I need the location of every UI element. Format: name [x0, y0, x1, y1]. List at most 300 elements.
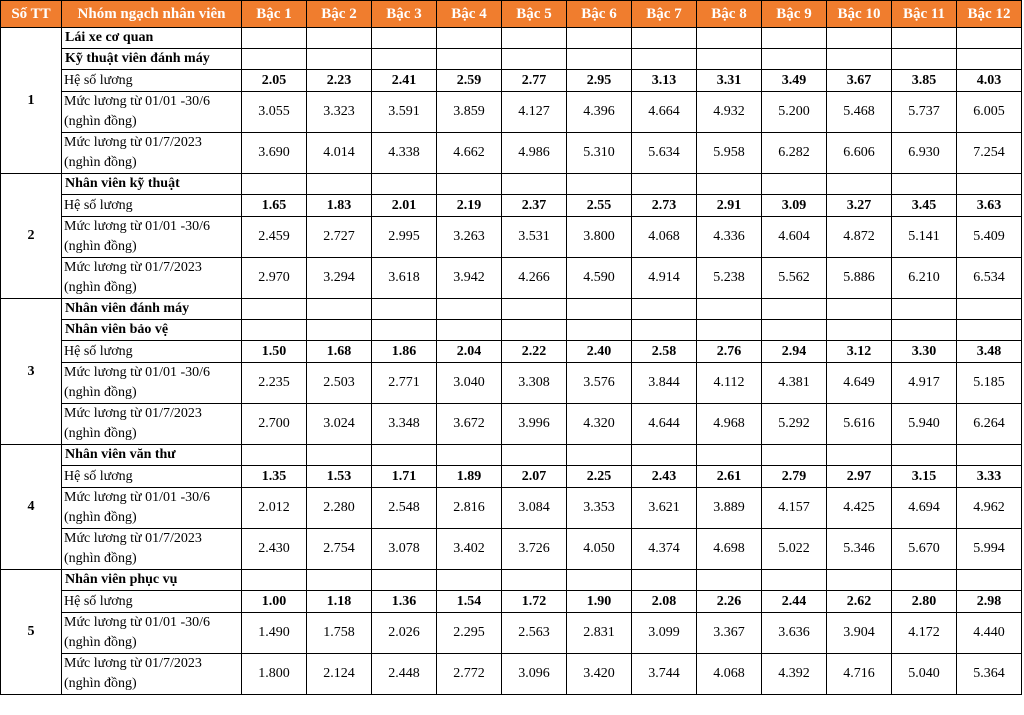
empty-cell: [242, 49, 307, 70]
salary-before-label: Mức lương từ 01/01 -30/6 (nghìn đồng): [62, 92, 242, 133]
empty-cell: [372, 174, 437, 195]
coefficient-row: [1, 195, 1022, 217]
coefficient-value: 2.01: [372, 195, 437, 217]
salary-before-value: 3.055: [242, 92, 307, 133]
empty-cell: [632, 320, 697, 341]
empty-cell: [697, 28, 762, 49]
empty-cell: [502, 445, 567, 466]
salary-before-label: Mức lương từ 01/01 -30/6 (nghìn đồng): [62, 613, 242, 654]
salary-before-value: 1.490: [242, 613, 307, 654]
salary-before-value: 4.664: [632, 92, 697, 133]
coefficient-value: 2.23: [307, 70, 372, 92]
salary-before-row: [1, 217, 1022, 258]
empty-cell: [372, 49, 437, 70]
salary-before-value: 4.172: [892, 613, 957, 654]
salary-after-value: 6.210: [892, 258, 957, 299]
group-number: 3: [1, 299, 62, 445]
salary-before-value: 3.353: [567, 488, 632, 529]
salary-before-value: 4.127: [502, 92, 567, 133]
empty-cell: [437, 570, 502, 591]
header-level-12: Bậc 12: [957, 1, 1022, 28]
group-title: Nhân viên bảo vệ: [62, 320, 242, 341]
empty-cell: [437, 299, 502, 320]
coefficient-value: 2.07: [502, 466, 567, 488]
salary-before-row: [1, 488, 1022, 529]
coefficient-value: 2.80: [892, 591, 957, 613]
salary-after-value: 4.662: [437, 133, 502, 174]
empty-cell: [242, 28, 307, 49]
coefficient-value: 2.25: [567, 466, 632, 488]
salary-after-value: 5.670: [892, 529, 957, 570]
coefficient-label: Hệ số lương: [62, 591, 242, 613]
coefficient-value: 2.19: [437, 195, 502, 217]
salary-after-value: 5.364: [957, 654, 1022, 695]
empty-cell: [892, 49, 957, 70]
coefficient-value: 3.85: [892, 70, 957, 92]
coefficient-value: 2.76: [697, 341, 762, 363]
empty-cell: [502, 174, 567, 195]
empty-cell: [762, 445, 827, 466]
empty-cell: [827, 299, 892, 320]
salary-after-value: 3.744: [632, 654, 697, 695]
coefficient-value: 3.63: [957, 195, 1022, 217]
salary-before-value: 3.904: [827, 613, 892, 654]
empty-cell: [762, 320, 827, 341]
header-level-10: Bậc 10: [827, 1, 892, 28]
salary-after-value: 5.292: [762, 404, 827, 445]
coefficient-value: 1.72: [502, 591, 567, 613]
salary-before-value: 4.381: [762, 363, 827, 404]
group-title: Kỹ thuật viên đánh máy: [62, 49, 242, 70]
empty-cell: [437, 28, 502, 49]
salary-before-value: 4.396: [567, 92, 632, 133]
salary-before-value: 3.099: [632, 613, 697, 654]
salary-after-value: 6.930: [892, 133, 957, 174]
coefficient-value: 2.44: [762, 591, 827, 613]
salary-after-value: 4.374: [632, 529, 697, 570]
salary-after-label: Mức lương từ 01/7/2023 (nghìn đồng): [62, 529, 242, 570]
coefficient-value: 1.53: [307, 466, 372, 488]
coefficient-value: 2.40: [567, 341, 632, 363]
salary-before-value: 3.263: [437, 217, 502, 258]
empty-cell: [697, 174, 762, 195]
empty-cell: [892, 174, 957, 195]
coefficient-value: 4.03: [957, 70, 1022, 92]
salary-before-value: 2.995: [372, 217, 437, 258]
salary-after-label: Mức lương từ 01/7/2023 (nghìn đồng): [62, 404, 242, 445]
coefficient-value: 2.22: [502, 341, 567, 363]
coefficient-value: 3.12: [827, 341, 892, 363]
group-number: 1: [1, 28, 62, 174]
coefficient-value: 2.97: [827, 466, 892, 488]
empty-cell: [437, 49, 502, 70]
salary-before-label: Mức lương từ 01/01 -30/6 (nghìn đồng): [62, 363, 242, 404]
empty-cell: [307, 445, 372, 466]
group-title: Nhân viên đánh máy: [62, 299, 242, 320]
salary-before-value: 2.026: [372, 613, 437, 654]
group-title-row: [1, 174, 1022, 195]
salary-after-value: 5.238: [697, 258, 762, 299]
coefficient-value: 3.45: [892, 195, 957, 217]
empty-cell: [762, 570, 827, 591]
coefficient-value: 1.68: [307, 341, 372, 363]
salary-before-value: 4.157: [762, 488, 827, 529]
salary-after-value: 3.618: [372, 258, 437, 299]
coefficient-value: 1.18: [307, 591, 372, 613]
salary-after-label: Mức lương từ 01/7/2023 (nghìn đồng): [62, 654, 242, 695]
salary-before-value: 5.409: [957, 217, 1022, 258]
header-level-3: Bậc 3: [372, 1, 437, 28]
empty-cell: [307, 49, 372, 70]
salary-before-value: 5.141: [892, 217, 957, 258]
empty-cell: [502, 49, 567, 70]
salary-after-value: 5.040: [892, 654, 957, 695]
empty-cell: [567, 570, 632, 591]
empty-cell: [567, 28, 632, 49]
empty-cell: [632, 174, 697, 195]
empty-cell: [632, 28, 697, 49]
group-title: Nhân viên kỹ thuật: [62, 174, 242, 195]
empty-cell: [567, 299, 632, 320]
salary-before-value: 3.844: [632, 363, 697, 404]
salary-after-value: 3.348: [372, 404, 437, 445]
empty-cell: [697, 570, 762, 591]
header-stt: Số TT: [1, 1, 62, 28]
salary-after-value: 4.986: [502, 133, 567, 174]
empty-cell: [697, 299, 762, 320]
coefficient-value: 2.94: [762, 341, 827, 363]
empty-cell: [957, 445, 1022, 466]
salary-before-value: 5.200: [762, 92, 827, 133]
header-level-1: Bậc 1: [242, 1, 307, 28]
salary-before-value: 4.932: [697, 92, 762, 133]
salary-before-value: 4.440: [957, 613, 1022, 654]
header-level-8: Bậc 8: [697, 1, 762, 28]
coefficient-value: 3.48: [957, 341, 1022, 363]
coefficient-row: [1, 70, 1022, 92]
salary-after-value: 5.958: [697, 133, 762, 174]
coefficient-value: 2.61: [697, 466, 762, 488]
group-title: Nhân viên văn thư: [62, 445, 242, 466]
coefficient-value: 1.50: [242, 341, 307, 363]
salary-after-value: 6.264: [957, 404, 1022, 445]
salary-before-value: 6.005: [957, 92, 1022, 133]
coefficient-value: 2.37: [502, 195, 567, 217]
empty-cell: [307, 28, 372, 49]
salary-before-value: 3.040: [437, 363, 502, 404]
salary-after-value: 6.534: [957, 258, 1022, 299]
header-level-7: Bậc 7: [632, 1, 697, 28]
empty-cell: [242, 445, 307, 466]
empty-cell: [242, 174, 307, 195]
coefficient-value: 2.73: [632, 195, 697, 217]
coefficient-value: 2.58: [632, 341, 697, 363]
coefficient-row: [1, 591, 1022, 613]
salary-after-value: 4.914: [632, 258, 697, 299]
salary-before-value: 2.831: [567, 613, 632, 654]
empty-cell: [827, 570, 892, 591]
coefficient-value: 2.41: [372, 70, 437, 92]
salary-before-value: 3.576: [567, 363, 632, 404]
salary-before-value: 4.694: [892, 488, 957, 529]
salary-before-value: 1.758: [307, 613, 372, 654]
salary-after-value: 5.562: [762, 258, 827, 299]
salary-before-value: 5.737: [892, 92, 957, 133]
empty-cell: [437, 174, 502, 195]
empty-cell: [307, 320, 372, 341]
header-level-4: Bậc 4: [437, 1, 502, 28]
salary-after-value: 4.392: [762, 654, 827, 695]
salary-after-value: 2.700: [242, 404, 307, 445]
salary-before-value: 3.084: [502, 488, 567, 529]
salary-after-label: Mức lương từ 01/7/2023 (nghìn đồng): [62, 258, 242, 299]
coefficient-value: 3.09: [762, 195, 827, 217]
salary-after-value: 5.886: [827, 258, 892, 299]
empty-cell: [372, 570, 437, 591]
salary-before-value: 2.280: [307, 488, 372, 529]
salary-before-value: 4.336: [697, 217, 762, 258]
coefficient-value: 2.79: [762, 466, 827, 488]
salary-before-row: [1, 92, 1022, 133]
empty-cell: [372, 445, 437, 466]
salary-before-value: 3.859: [437, 92, 502, 133]
coefficient-value: 3.31: [697, 70, 762, 92]
salary-after-value: 4.266: [502, 258, 567, 299]
empty-cell: [632, 445, 697, 466]
empty-cell: [957, 174, 1022, 195]
salary-after-value: 4.068: [697, 654, 762, 695]
salary-before-value: 4.425: [827, 488, 892, 529]
empty-cell: [567, 320, 632, 341]
salary-before-value: 3.636: [762, 613, 827, 654]
group-number: 5: [1, 570, 62, 695]
salary-before-value: 4.649: [827, 363, 892, 404]
empty-cell: [957, 299, 1022, 320]
empty-cell: [567, 445, 632, 466]
salary-after-row: [1, 133, 1022, 174]
salary-before-value: 4.112: [697, 363, 762, 404]
group-title-row: [1, 570, 1022, 591]
group-number: 2: [1, 174, 62, 299]
coefficient-value: 1.89: [437, 466, 502, 488]
salary-before-value: 5.185: [957, 363, 1022, 404]
salary-before-value: 2.503: [307, 363, 372, 404]
salary-after-row: [1, 529, 1022, 570]
empty-cell: [307, 570, 372, 591]
salary-after-value: 4.644: [632, 404, 697, 445]
empty-cell: [372, 299, 437, 320]
empty-cell: [502, 320, 567, 341]
salary-after-value: 4.716: [827, 654, 892, 695]
salary-after-value: 1.800: [242, 654, 307, 695]
table-body: [1, 28, 1022, 695]
salary-before-row: [1, 613, 1022, 654]
salary-after-value: 6.606: [827, 133, 892, 174]
salary-before-value: 3.323: [307, 92, 372, 133]
empty-cell: [502, 299, 567, 320]
salary-after-value: 2.754: [307, 529, 372, 570]
salary-before-value: 2.563: [502, 613, 567, 654]
coefficient-label: Hệ số lương: [62, 341, 242, 363]
empty-cell: [892, 445, 957, 466]
salary-before-value: 2.235: [242, 363, 307, 404]
salary-before-value: 3.531: [502, 217, 567, 258]
salary-after-value: 4.968: [697, 404, 762, 445]
group-title-row: [1, 320, 1022, 341]
coefficient-value: 2.77: [502, 70, 567, 92]
coefficient-value: 3.49: [762, 70, 827, 92]
coefficient-value: 1.86: [372, 341, 437, 363]
salary-before-value: 2.459: [242, 217, 307, 258]
coefficient-value: 1.83: [307, 195, 372, 217]
coefficient-value: 3.67: [827, 70, 892, 92]
empty-cell: [827, 445, 892, 466]
empty-cell: [632, 299, 697, 320]
group-number: 4: [1, 445, 62, 570]
empty-cell: [957, 320, 1022, 341]
coefficient-value: 1.71: [372, 466, 437, 488]
coefficient-value: 3.13: [632, 70, 697, 92]
salary-before-value: 4.604: [762, 217, 827, 258]
salary-after-row: [1, 654, 1022, 695]
coefficient-label: Hệ số lương: [62, 466, 242, 488]
empty-cell: [762, 28, 827, 49]
empty-cell: [632, 49, 697, 70]
empty-cell: [762, 174, 827, 195]
group-title-row: [1, 299, 1022, 320]
group-title-row: [1, 28, 1022, 49]
empty-cell: [827, 320, 892, 341]
salary-after-value: 4.590: [567, 258, 632, 299]
salary-after-value: 5.634: [632, 133, 697, 174]
salary-before-label: Mức lương từ 01/01 -30/6 (nghìn đồng): [62, 488, 242, 529]
coefficient-value: 3.15: [892, 466, 957, 488]
coefficient-label: Hệ số lương: [62, 195, 242, 217]
empty-cell: [762, 49, 827, 70]
salary-before-value: 3.889: [697, 488, 762, 529]
empty-cell: [242, 299, 307, 320]
empty-cell: [957, 28, 1022, 49]
salary-before-value: 2.548: [372, 488, 437, 529]
coefficient-value: 1.90: [567, 591, 632, 613]
coefficient-value: 2.59: [437, 70, 502, 92]
coefficient-value: 3.27: [827, 195, 892, 217]
coefficient-value: 2.55: [567, 195, 632, 217]
salary-after-value: 6.282: [762, 133, 827, 174]
coefficient-value: 2.43: [632, 466, 697, 488]
salary-after-value: 3.942: [437, 258, 502, 299]
empty-cell: [502, 570, 567, 591]
salary-before-value: 3.591: [372, 92, 437, 133]
salary-after-value: 5.346: [827, 529, 892, 570]
empty-cell: [632, 570, 697, 591]
empty-cell: [242, 570, 307, 591]
salary-before-value: 5.468: [827, 92, 892, 133]
group-title-row: [1, 49, 1022, 70]
header-group: Nhóm ngạch nhân viên: [62, 1, 242, 28]
group-title: Lái xe cơ quan: [62, 28, 242, 49]
salary-after-value: 5.022: [762, 529, 827, 570]
coefficient-value: 2.26: [697, 591, 762, 613]
empty-cell: [957, 570, 1022, 591]
coefficient-value: 2.91: [697, 195, 762, 217]
empty-cell: [502, 28, 567, 49]
salary-after-value: 3.078: [372, 529, 437, 570]
empty-cell: [242, 320, 307, 341]
header-level-5: Bậc 5: [502, 1, 567, 28]
empty-cell: [892, 299, 957, 320]
salary-after-value: 4.698: [697, 529, 762, 570]
salary-before-value: 4.872: [827, 217, 892, 258]
salary-after-value: 3.726: [502, 529, 567, 570]
empty-cell: [307, 299, 372, 320]
salary-before-value: 4.962: [957, 488, 1022, 529]
salary-before-value: 2.771: [372, 363, 437, 404]
empty-cell: [437, 320, 502, 341]
header-row: [1, 1, 1022, 28]
salary-after-value: 3.402: [437, 529, 502, 570]
empty-cell: [827, 174, 892, 195]
salary-after-value: 7.254: [957, 133, 1022, 174]
salary-before-value: 4.068: [632, 217, 697, 258]
salary-after-row: [1, 258, 1022, 299]
group-title-row: [1, 445, 1022, 466]
coefficient-value: 2.05: [242, 70, 307, 92]
salary-after-value: 5.940: [892, 404, 957, 445]
salary-before-label: Mức lương từ 01/01 -30/6 (nghìn đồng): [62, 217, 242, 258]
header-level-6: Bậc 6: [567, 1, 632, 28]
empty-cell: [697, 49, 762, 70]
empty-cell: [827, 49, 892, 70]
empty-cell: [892, 320, 957, 341]
empty-cell: [827, 28, 892, 49]
salary-after-value: 3.294: [307, 258, 372, 299]
group-title: Nhân viên phục vụ: [62, 570, 242, 591]
salary-before-value: 3.621: [632, 488, 697, 529]
coefficient-value: 2.04: [437, 341, 502, 363]
coefficient-value: 1.35: [242, 466, 307, 488]
coefficient-value: 1.00: [242, 591, 307, 613]
salary-before-value: 4.917: [892, 363, 957, 404]
coefficient-row: [1, 341, 1022, 363]
coefficient-value: 1.65: [242, 195, 307, 217]
salary-after-value: 3.996: [502, 404, 567, 445]
header-level-11: Bậc 11: [892, 1, 957, 28]
salary-after-value: 5.310: [567, 133, 632, 174]
salary-after-value: 4.014: [307, 133, 372, 174]
empty-cell: [307, 174, 372, 195]
salary-after-value: 2.124: [307, 654, 372, 695]
coefficient-value: 2.95: [567, 70, 632, 92]
salary-after-value: 5.994: [957, 529, 1022, 570]
coefficient-value: 3.33: [957, 466, 1022, 488]
coefficient-value: 1.36: [372, 591, 437, 613]
salary-before-row: [1, 363, 1022, 404]
salary-after-value: 4.338: [372, 133, 437, 174]
coefficient-row: [1, 466, 1022, 488]
salary-after-value: 4.050: [567, 529, 632, 570]
empty-cell: [372, 320, 437, 341]
coefficient-value: 2.08: [632, 591, 697, 613]
salary-before-value: 3.308: [502, 363, 567, 404]
salary-after-label: Mức lương từ 01/7/2023 (nghìn đồng): [62, 133, 242, 174]
salary-after-value: 3.690: [242, 133, 307, 174]
salary-after-row: [1, 404, 1022, 445]
salary-after-value: 4.320: [567, 404, 632, 445]
coefficient-value: 3.30: [892, 341, 957, 363]
empty-cell: [892, 28, 957, 49]
empty-cell: [762, 299, 827, 320]
